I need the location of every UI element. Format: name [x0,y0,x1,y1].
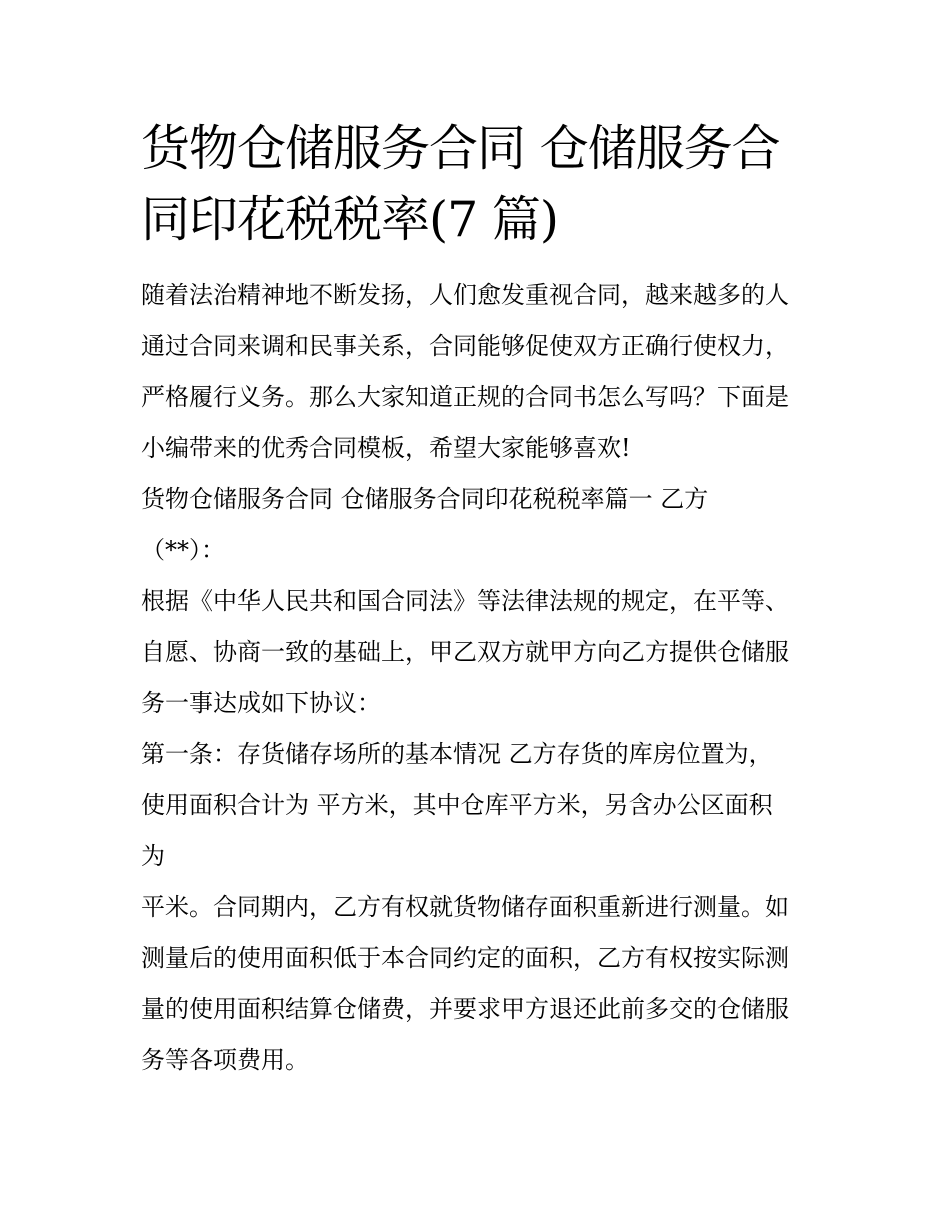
text-line: 为 [141,842,165,870]
title-line: 同印花税税率(7 篇) [141,191,558,248]
text-line: 随着法治精神地不断发扬，人们愈发重视合同，越来越多的人 [141,281,789,309]
text-line: 小编带来的优秀合同模板，希望大家能够喜欢! [141,434,631,462]
text-line: 务等各项费用。 [141,1046,309,1074]
document-content [141,113,821,1086]
document-title [141,113,821,255]
text-line: 根据《中华人民共和国合同法》等法律法规的规定，在平等、 [141,587,789,615]
text-line: 通过合同来调和民事关系，合同能够促使双方正确行使权力， [141,332,789,360]
article-one-paragraph [141,729,821,882]
measurement-paragraph [141,882,821,1086]
title-line: 货物仓储服务合同 仓储服务合 [141,120,780,177]
text-line: 第一条：存货储存场所的基本情况 乙方存货的库房位置为， [141,740,773,768]
text-line: 严格履行义务。那么大家知道正规的合同书怎么写吗？下面是 [141,383,789,411]
document-body [141,270,821,1086]
text-line: 测量后的使用面积低于本合同约定的面积，乙方有权按实际测 [141,944,789,972]
text-line: 自愿、协商一致的基础上，甲乙双方就甲方向乙方提供仓储服 [141,638,789,666]
text-line: 使用面积合计为 平方米，其中仓库平方米，另含办公区面积 [141,791,773,819]
intro-paragraph [141,270,821,474]
text-line: 量的使用面积结算仓储费，并要求甲方退还此前多交的仓储服 [141,995,789,1023]
text-line: 货物仓储服务合同 仓储服务合同印花税税率篇一 乙方 [141,485,709,513]
text-line: （**）： [141,536,225,564]
text-line: 平米。合同期内，乙方有权就货物储存面积重新进行测量。如 [141,893,789,921]
basis-paragraph [141,576,821,729]
text-line: 务一事达成如下协议： [141,689,381,717]
section-heading-paragraph [141,474,821,576]
